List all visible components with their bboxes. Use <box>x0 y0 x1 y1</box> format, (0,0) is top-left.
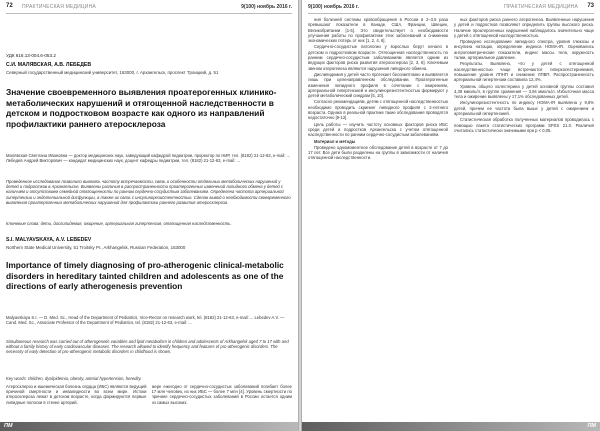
paragraph: Результаты. Выявлено, что у детей с отягощенной наследственностью чаще встречаются гиперхолестеринемия, повышение уровня ЛПНП и снижение ЛПВП. Распространенность артериальной гипертензии составила 12,4%. <box>454 61 594 83</box>
abstract-ru: Проведенное исследование позволило выявить частоту встречаемости, связь и особенности отдельных метаболических нарушений у детей и подростков в Архангельске. Выявлены различия в распространенности проатерогенных изменений липидного обмена у детей с наличием и отсутствием семейной отягощенности по ранним сердечно-сосудистым заболеваниям. Определена частота артериальной гипертензии и эндотелиальной дисфункции, а также их связь с инсулинорезистентностью. Сделан вывод о необходимости своевременного выявления проатерогенных метаболических нарушений для профилактики раннего развития атеросклероза. <box>6 179 291 205</box>
abstract-en: Simultaneous research was carried out of atherogenetic variables and lipid metabolism in children and adolescents of Arkhangelsk aged 7 to 17 with and without a family history of early cardiovascular diseases. The research allowed to identify frequency and features of pro-atherogenic disorders. The necessity of early detection of pro-atherogenic metabolic disorders in childhood is shown. <box>6 339 289 355</box>
right-page <box>302 0 600 431</box>
journal-logo: ПМ <box>4 423 13 429</box>
paragraph: Инсулинорезистентность по индексу НОМА-IR выявлена у 9,8% детей, причем ее частота была выше у детей с ожирением и артериальной гипертензией. <box>454 100 594 117</box>
paragraph: Согласно рекомендациям, детям с отягощенной наследственностью необходимо проводить скрининг липидного профиля с 2-летнего возраста. Однако в реальной практике такие обследования проводятся недостаточно [9-12]. <box>308 99 448 121</box>
keywords-en: Key words: children, dyslipidemia, obesity, arterial hypertension, heredity. <box>6 376 142 381</box>
left-running-head: ПРАКТИЧЕСКАЯ МЕДИЦИНА <box>22 4 96 10</box>
left-page-number: 72 <box>6 3 13 9</box>
left-body-col-1: Атеросклероз и ишемическая болезнь сердца (ИБС) являются ведущей причиной смертности и инвалидности во всем мире. Истоки атеросклероза лежат в детском возрасте, когда формируются первые липидные полоски в стенке артерий. <box>6 384 147 405</box>
authors-en: S.I. MALYAVSKAYA, A.V. LEBEDEV <box>6 237 92 243</box>
right-issue-date: 9(100) ноябрь 2016 г. <box>308 4 359 10</box>
left-body-columns <box>6 384 292 422</box>
authors-ru: С.И. МАЛЯВСКАЯ, А.В. ЛЕБЕДЕВ <box>6 62 92 68</box>
right-body-col-1 <box>308 17 448 421</box>
paragraph: ния болезней системы кровообращения в России в 2–3,5 раза превышают показатели в Канаде, США, Франции, Швеции, Великобритании [1-5]. Это свидетельствует о необходимости улучшения работы по профилактике этих заболеваний и снижению экономических потерь от них [1, 2, 4, 6]. <box>308 17 448 44</box>
paragraph: Дислипидемия у детей часто протекает бессимптомно и выявляется лишь при целенаправленном обследовании. Проатерогенные изменения липидного профиля в сочетании с ожирением, артериальной гипертензией и инсулинорезистентностью формируют у детей метаболический синдром [5, 10]. <box>308 71 448 99</box>
right-running-head: ПРАКТИЧЕСКАЯ МЕДИЦИНА <box>504 4 578 10</box>
paragraph: Проведено исследование липидного спектра, уровня глюкозы и инсулина натощак, определение индекса НОМА-IR. Оценивались антропометрические показатели, индекс массы тела, окружность талии, артериальное давление. <box>454 39 594 61</box>
section-heading: Материал и методы <box>314 138 356 144</box>
journal-logo: ПМ <box>587 423 596 429</box>
right-page-number: 73 <box>587 3 594 9</box>
left-issue-date: 9(100) ноябрь 2016 г. <box>241 4 292 10</box>
paragraph: ных факторов риска раннего атерогенеза. Выявленные нарушения у детей и подростков позволяют определить группы высокого риска. Наличие проатерогенных нарушений наблюдалось значительно чаще у детей с отягощенной наследственностью. <box>454 17 594 38</box>
affiliation-en: Northern State Medical University, 51 Troitsky Pr., Arkhangelsk, Russian Federation, 163000 <box>6 245 186 250</box>
paragraph: Проведено одномоментное обследование детей в возрасте от 7 до 17 лет. Все дети были разделены на группы в зависимости от наличия отягощенной наследственности. <box>308 144 448 161</box>
author-info-en: Malyavskaya S.I. — D. Med. Sc., Head of the Department of Pediatrics, Vice-Rector on research work, tel. (8182) 21-12-63, e-mail: ... Lebedev A.V. — Cand. Med. Sc., Associate Professor of the Department of Pediatrics, tel. (8182) 21-12-63, e-mail: ... <box>6 315 285 326</box>
left-page-header <box>6 3 292 14</box>
paragraph: Уровень общего холестерина у детей основной группы составил 4,39 ммоль/л, в группе сравнения — 3,94 ммоль/л. Избыточная масса тела и ожирение выявлены у 17,1% обследованных детей. <box>454 83 594 100</box>
left-footer-bar <box>0 422 298 431</box>
right-page-header <box>308 3 594 14</box>
paragraph: Статистическая обработка полученных материалов проводилась с помощью пакета статистических программ SPSS 21.0. Различия считались статистически значимыми при p < 0,05. <box>454 117 594 133</box>
article-title-en: Importance of timely diagnosing of pro-atherogenic clinical-metabolic disorders in hereditary tainted children and adolescents as one of the directions of early atherogenesis prevention <box>6 260 284 292</box>
affiliation-ru: Северный государственный медицинский университет, 163000, г. Архангельск, проспект Троицкий, д. 51 <box>6 70 219 75</box>
paragraph: Цель работы — изучить частоту основных факторов риска ИБС среди детей и подростков Архангельска с учетом отягощенной наследственности по ранним сердечно-сосудистым заболеваниям. <box>308 121 448 138</box>
udk-code: УДК 616.13-004.6-053.2 <box>6 53 56 58</box>
right-body-columns <box>308 17 594 421</box>
keywords-ru: Ключевые слова: дети, дислипидемия, ожирение, артериальная гипертензия, отягощенная наследственность. <box>6 221 232 226</box>
right-body-col-2 <box>454 17 594 421</box>
right-footer-bar <box>302 422 600 431</box>
article-title-ru: Значение своевременного выявления проатерогенных клинико-метаболических нарушений и отягощенной наследственности в детском и подростковом возрасте как одного из направлений профилактики раннего атеросклероза <box>6 87 277 129</box>
paragraph: Сердечно-сосудистые патологии у взрослых берут начало в детском и подростковом возрасте. Отягощенная наследственность по ранним сердечно-сосудистым заболеваниям является одним из ведущих факторов риска развития атеросклероза [2, 3, 8]. Ключевым звеном атерогенеза являются нарушения липидного обмена. <box>308 44 448 71</box>
left-body-col-2: мере ежегодно от сердечно-сосудистых заболеваний погибает более 17 млн человек, из них ИБС — более 7 млн [4]. Уровень смертности по причине сердечно-сосудистых заболеваний в России остается одним из самых высоких. <box>151 384 292 405</box>
left-page <box>0 0 298 431</box>
author-info-ru: Малявская Светлана Ивановна — доктор медицинских наук, заведующий кафедрой педиатрии, проректор по НИР, тел. (8182) 21-12-63, e-mail: ... Лебедев Андрей Викторович — кандидат медицинских наук, доцент кафедры педиатрии, тел. (8182) 21-12-63, e-mail: ... <box>6 153 291 164</box>
